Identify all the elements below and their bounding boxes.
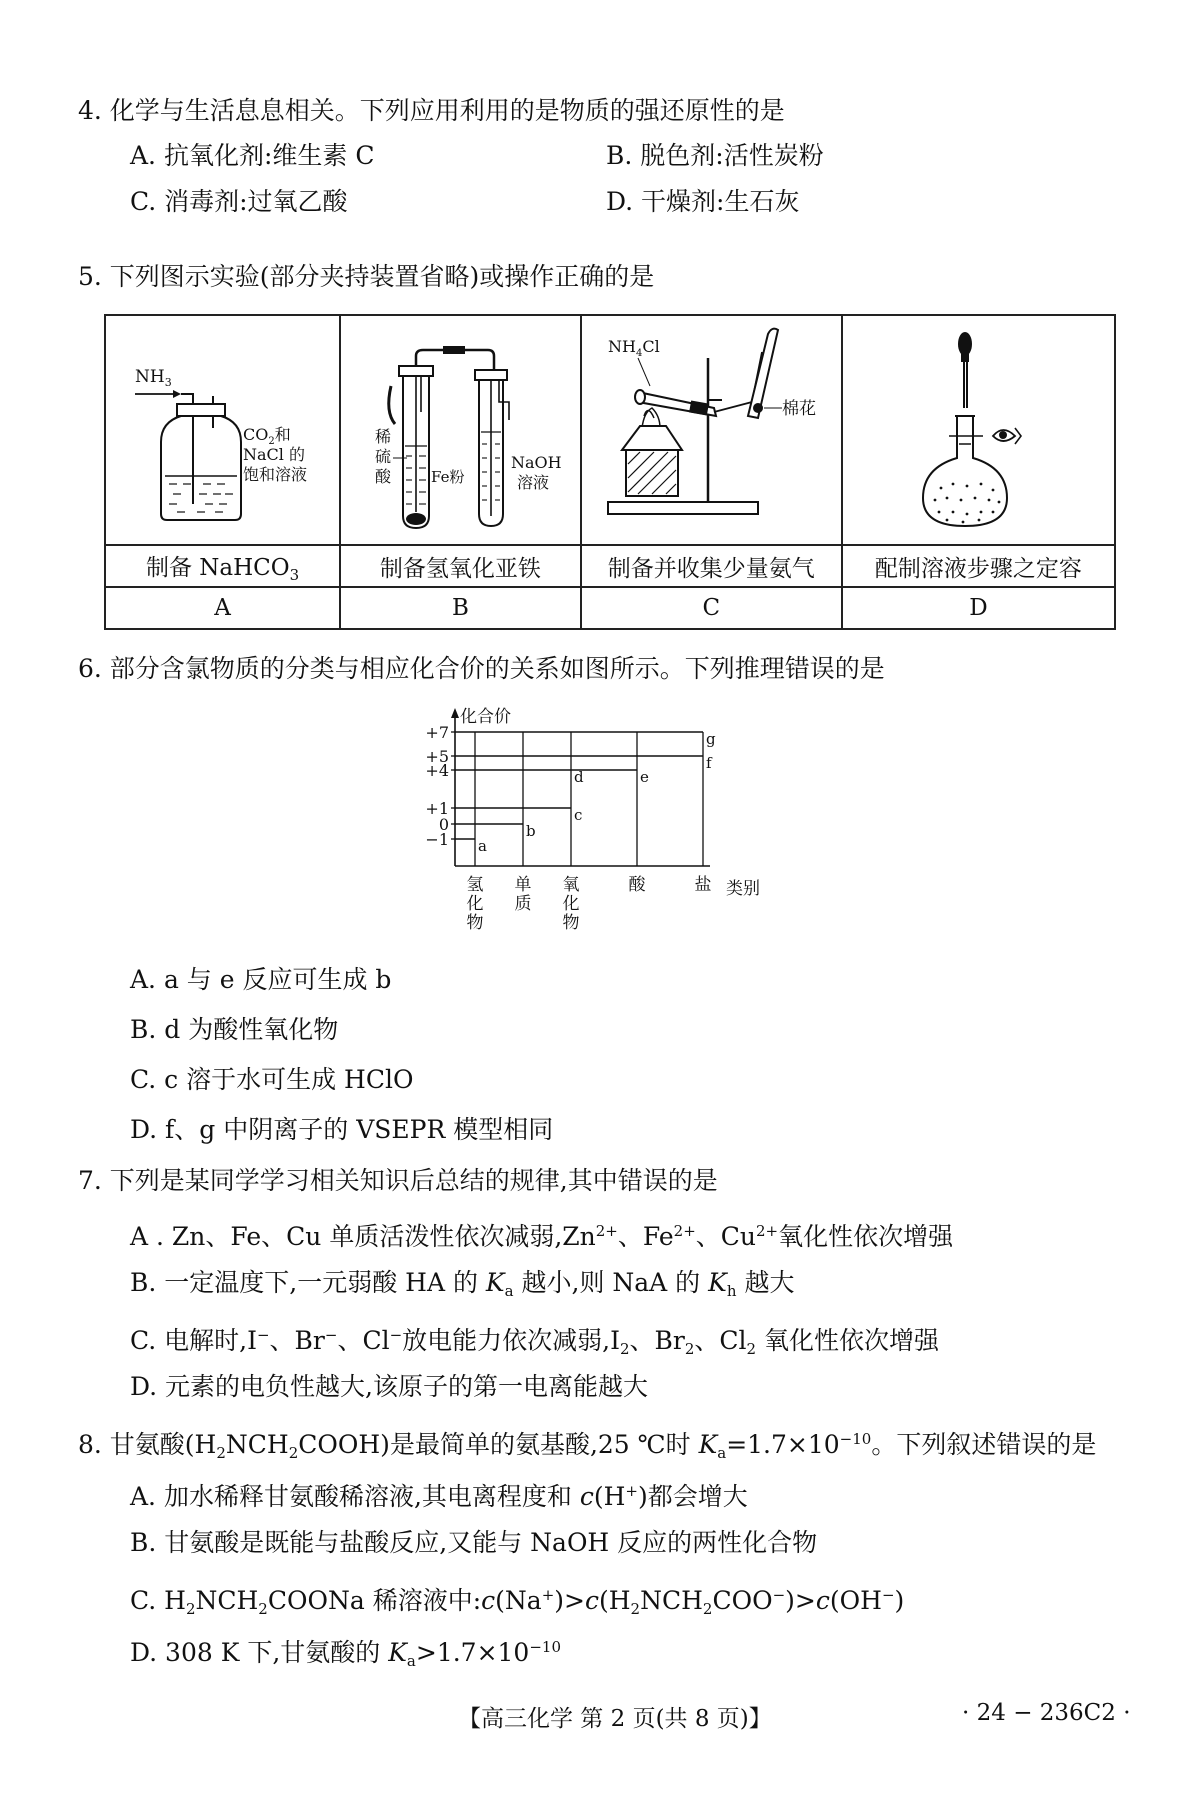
q6-stem: 6. 部分含氯物质的分类与相应化合价的关系如图所示。下列推理错误的是 (78, 654, 885, 683)
q7-stem: 7. 下列是某同学学习相关知识后总结的规律,其中错误的是 (78, 1166, 718, 1195)
y-tick-label: +4 (425, 761, 449, 780)
svg-text:溶液: 溶液 (517, 473, 550, 492)
svg-text:NH3: $NH_3$ (134, 367, 172, 389)
q4-option-c: C. 消毒剂:过氧乙酸 (130, 187, 348, 216)
y-tick-label: 0 (438, 815, 449, 834)
caption-d: 配制溶液步骤之定容 (842, 545, 1115, 587)
fig-d-cell (842, 315, 1115, 545)
ferrous-hydroxide-apparatus-figure (341, 316, 579, 538)
y-tick-label: +5 (425, 747, 449, 766)
volumetric-flask-figure (843, 316, 1113, 538)
svg-text:硫: 硫 (375, 447, 392, 466)
point-label-c: c (574, 806, 583, 824)
svg-text:NaCl 的: NaCl 的 (242, 445, 305, 464)
exam-code: · 24 − 236C2 · (962, 1700, 1131, 1726)
q4-option-d: D. 干燥剂:生石灰 (606, 187, 800, 216)
point-label-f: f (706, 754, 712, 772)
caption-b: 制备氢氧化亚铁 (340, 545, 581, 587)
x-tick-label: 盐 (694, 875, 712, 895)
caption-c: 制备并收集少量氨气 (581, 545, 842, 587)
q6-option-a: A. a 与 e 反应可生成 b (130, 965, 392, 994)
svg-text:CO2和: $CO_2$和 (242, 425, 291, 447)
fig-c-cell (581, 315, 842, 545)
q6-option-b: B. d 为酸性氧化物 (130, 1015, 339, 1044)
chart-grid (475, 732, 703, 866)
x-tick-labels (467, 875, 712, 933)
q6-option-d: D. f、g 中阴离子的 VSEPR 模型相同 (130, 1115, 554, 1144)
ammonia-preparation-figure (582, 316, 840, 538)
x-tick-label: 化 (562, 894, 580, 914)
y-axis-label: 化合价 (460, 707, 511, 727)
point-label-e: e (640, 768, 649, 786)
label-d: D (842, 587, 1115, 629)
y-tick-label: −1 (425, 830, 449, 849)
label-a: A (105, 587, 340, 629)
q7-option-d: D. 元素的电负性越大,该原子的第一电离能越大 (130, 1372, 648, 1401)
y-tick-labels (425, 723, 455, 849)
point-label-d: d (574, 768, 584, 786)
q5-experiment-table (104, 314, 1116, 630)
q8-option-d: D. 308 K 下,甘氨酸的 $K_a>1.7\times 10^{-10}$ (130, 1638, 561, 1670)
q4-option-b: B. 脱色剂:活性炭粉 (606, 141, 824, 170)
x-tick-label: 单 (514, 875, 532, 895)
svg-text:NH4Cl: $NH_4Cl$ (608, 337, 660, 359)
svg-text:棉花: 棉花 (782, 399, 817, 419)
label-b: B (340, 587, 581, 629)
point-label-g: g (706, 730, 716, 748)
q4-stem: 4. 化学与生活息息相关。下列应用利用的是物质的强还原性的是 (78, 96, 785, 125)
q8-option-a: A. 加水稀释甘氨酸稀溶液,其电离程度和 c(H+)都会增大 (130, 1482, 748, 1511)
q8-stem: 8. 甘氨酸$(H_2NCH_2COOH)$是最简单的氨基酸,25 ℃时 $K_a=1.7\times 10^{-10}$。下列叙述错误的是 (78, 1430, 1097, 1462)
x-axis-label: 类别 (726, 879, 760, 899)
svg-text:稀: 稀 (375, 427, 392, 446)
page-footer: 【高三化学 第 2 页(共 8 页)】 (458, 1706, 772, 1732)
fig-b-cell (340, 315, 581, 545)
svg-text:饱和溶液: 饱和溶液 (242, 465, 307, 484)
point-label-a: a (478, 837, 487, 855)
fig-a-cell (105, 315, 340, 545)
point-label-b: b (526, 822, 536, 840)
chlorine-valence-chart (410, 706, 810, 956)
x-tick-label: 氧 (562, 875, 580, 895)
svg-text:酸: 酸 (375, 467, 392, 486)
svg-text:Fe粉: Fe粉 (431, 468, 465, 486)
x-tick-label: 化 (466, 894, 484, 914)
y-tick-label: +7 (425, 723, 449, 742)
q8-option-c: C. $H_2NCH_2COONa$ 稀溶液中$:c(Na^+)>c(H_2NCH_2COO^-)>c(OH^-)$ (130, 1586, 905, 1618)
q7-option-a: A . Zn、Fe、Cu 单质活泼性依次减弱$,Zn^{2+}$、$Fe^{2+}$、$Cu^{2+}$氧化性依次增强 (130, 1222, 954, 1251)
q7-option-b: B. 一定温度下,一元弱酸 HA 的 $K_a$ 越小,则 NaA 的 $K_h$ 越大 (130, 1268, 795, 1300)
x-tick-label: 质 (514, 894, 532, 914)
x-tick-label: 物 (466, 913, 484, 933)
gas-washing-bottle-figure (107, 316, 339, 538)
q4-option-a: A. 抗氧化剂:维生素 C (130, 141, 375, 170)
q8-option-b: B. 甘氨酸是既能与盐酸反应,又能与 NaOH 反应的两性化合物 (130, 1528, 818, 1557)
y-tick-label: +1 (425, 799, 449, 818)
point-labels (478, 730, 716, 855)
x-tick-label: 氢 (466, 875, 484, 895)
x-tick-label: 酸 (628, 875, 646, 895)
x-tick-label: 物 (562, 913, 580, 933)
q5-stem: 5. 下列图示实验(部分夹持装置省略)或操作正确的是 (78, 262, 655, 291)
q6-option-c: C. c 溶于水可生成 HClO (130, 1065, 414, 1094)
q7-option-c: C. 电解时,I−、Br−、Cl−放电能力依次减弱$,I_2$、$Br_2$、$Cl_2$ 氧化性依次增强 (130, 1326, 940, 1358)
svg-text:NaOH: NaOH (511, 453, 563, 472)
label-c: C (581, 587, 842, 629)
caption-a: 制备 NaHCO$_3$ (105, 545, 340, 587)
